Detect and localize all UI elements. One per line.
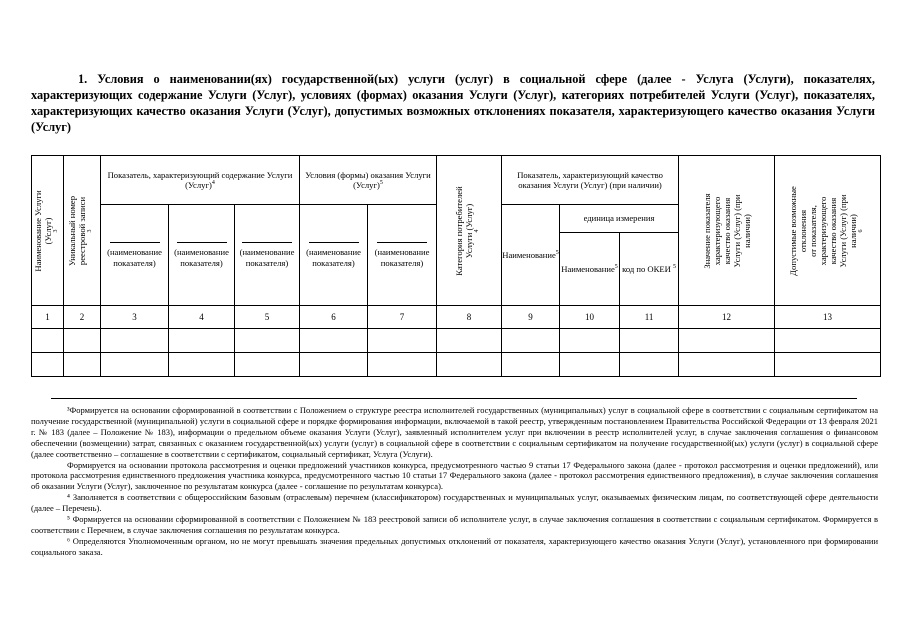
table-cell — [502, 329, 560, 353]
column-number: 12 — [679, 306, 775, 329]
subheader-form-1: (наименование показателя) — [300, 205, 368, 306]
table-row — [32, 329, 881, 353]
table-cell — [300, 353, 368, 377]
table-cell — [775, 353, 881, 377]
table-cell — [32, 329, 64, 353]
table-cell — [235, 329, 300, 353]
table-cell — [64, 353, 101, 377]
table-cell — [368, 329, 437, 353]
table-cell — [560, 329, 620, 353]
header-form-group: Условия (формы) оказания Услуги (Услуг)$^5$ — [300, 156, 437, 205]
column-number: 1 — [32, 306, 64, 329]
header-allowed-deviations: Допустимые возможные отклонения от показателя, характеризующего качество оказания Услуги (Услуг) (при наличии) $^6$ — [775, 156, 881, 306]
table-cell — [169, 353, 235, 377]
column-numbers-row — [32, 306, 881, 329]
header-quality-group: Показатель, характеризующий качество оказания Услуги (Услуг) (при наличии) — [502, 156, 679, 205]
column-number: 5 — [235, 306, 300, 329]
table-cell — [101, 329, 169, 353]
column-number: 8 — [437, 306, 502, 329]
table-cell — [437, 329, 502, 353]
table-cell — [32, 353, 64, 377]
subheader-content-1: (наименование показателя) — [101, 205, 169, 306]
column-number: 4 — [169, 306, 235, 329]
column-number: 2 — [64, 306, 101, 329]
column-number: 7 — [368, 306, 437, 329]
table-cell — [502, 353, 560, 377]
header-registry-number: Уникальный номер реестровой записи $^3$ — [64, 156, 101, 306]
footnote-3: ³Формируется на основании сформированной в соответствии с Положением о структуре реестра исполнителей государственных (муниципальных) услуг в социальной сфере в соответствии с социальным сертификатом на получение государственной (муниципальной) услуги в социальной сфере и порядке формирования информации, включаемой в такой реестр, утвержденным постановлением Правительства Российской Федерации от 13 февраля 2021 г. № 183 (далее – Положение № 183), информации о предельном объеме оказания Услуги (Услуг), заявленный исполнителем услуг при включении в реестр исполнителей услуг, в случае заключения соглашения о финансовом обеспечении (возмещении) затрат, связанных с оказанием государственной(ых) услуги (услуг) в социальной сфере в соответствии с социальным сертификатом на получение государственной(ых) услуги (услуг) в социальной сфере (далее соответственно – соглашение в соответствии с сертификатом, социальный сертификат, Услуга (Услуги). — [31, 405, 878, 459]
table-cell — [679, 329, 775, 353]
column-number: 6 — [300, 306, 368, 329]
table-cell — [620, 329, 679, 353]
footnote-divider — [51, 398, 857, 399]
column-number: 11 — [620, 306, 679, 329]
column-number: 9 — [502, 306, 560, 329]
column-number: 10 — [560, 306, 620, 329]
column-number: 13 — [775, 306, 881, 329]
footnote-5: ⁵ Формируется на основании сформированной в соответствии с Положением № 183 реестровой записи об исполнителе услуг, в случае заключения соглашения в соответствии с социальным сертификатом. Формируется в соответствии с Перечнем, в случае заключения соглашения по результатам конкурса. — [31, 514, 878, 535]
table-cell — [437, 353, 502, 377]
table-cell — [620, 353, 679, 377]
column-number: 3 — [101, 306, 169, 329]
footnote-4: ⁴ Заполняется в соответствии с общероссийским базовым (отраслевым) перечнем (классификатором) государственных и муниципальных услуг, оказываемых физическим лицам, по соответствующей сфере деятельности (далее – Перечень). — [31, 492, 878, 514]
table-cell — [775, 329, 881, 353]
section-heading: 1. Условия о наименовании(ях) государственной(ых) услуги (услуг) в социальной сфере (далее - Услуга (Услуги), показателях, характеризующих содержание Услуги (Услуг), условиях (формах) оказания Услуги (Услуг), категориях потребителей Услуги (Услуг), показателях, характеризующих качество оказания Услуги (Услуг), допустимых возможных отклонениях показателя, характеризующего качество оказания Услуги (Услуг) — [31, 72, 875, 134]
footnotes — [31, 405, 878, 558]
table-cell — [235, 353, 300, 377]
table-cell — [679, 353, 775, 377]
table-cell — [101, 353, 169, 377]
subheader-unit: единица измерения — [560, 205, 679, 233]
services-table — [31, 155, 881, 377]
subheader-unit-name: Наименование$^5$ — [560, 233, 620, 306]
footnote-6: ⁶ Определяются Уполномоченным органом, но не могут превышать значения предельных допустимых отклонений от показателя, характеризующего качество оказания Услуги (Услуг), установленного при формировании социального заказа. — [31, 535, 878, 557]
table-cell — [560, 353, 620, 377]
subheader-content-2: (наименование показателя) — [169, 205, 235, 306]
header-indicator-value: Значение показателя характеризующего качество оказания Услуги (Услуг) (при наличии) — [679, 156, 775, 306]
table-cell — [300, 329, 368, 353]
table-cell — [169, 329, 235, 353]
footnote-3-continued: Формируется на основании протокола рассмотрения и оценки предложений участников конкурса, предусмотренного частью 9 статьи 17 Федерального закона (далее - протокол рассмотрения и оценки предложений), или протокола рассмотрения единственного предложения участника конкурса, предусмотренного частью 10 статьи 17 Федерального закона (далее - протокол рассмотрения единственного предложения), в случае заключения соглашения об оказании Услуги (Услуг), заключенное по результатам конкурса (далее - соглашение по результатам конкурса). — [31, 459, 878, 492]
table-cell — [64, 329, 101, 353]
subheader-content-3: (наименование показателя) — [235, 205, 300, 306]
header-content-group: Показатель, характеризующий содержание Услуги (Услуг)$^4$ — [101, 156, 300, 205]
subheader-okei: код по ОКЕИ $^5$ — [620, 233, 679, 306]
table-cell — [368, 353, 437, 377]
subheader-quality-name: Наименование$^5$ — [502, 205, 560, 306]
header-service-name: Наименование Услуги (Услуг) $^3$ — [32, 156, 64, 306]
header-consumer-category: Категория потребителей Услуги (Услуг) $^4$ — [437, 156, 502, 306]
subheader-form-2: (наименование показателя) — [368, 205, 437, 306]
table-row — [32, 353, 881, 377]
